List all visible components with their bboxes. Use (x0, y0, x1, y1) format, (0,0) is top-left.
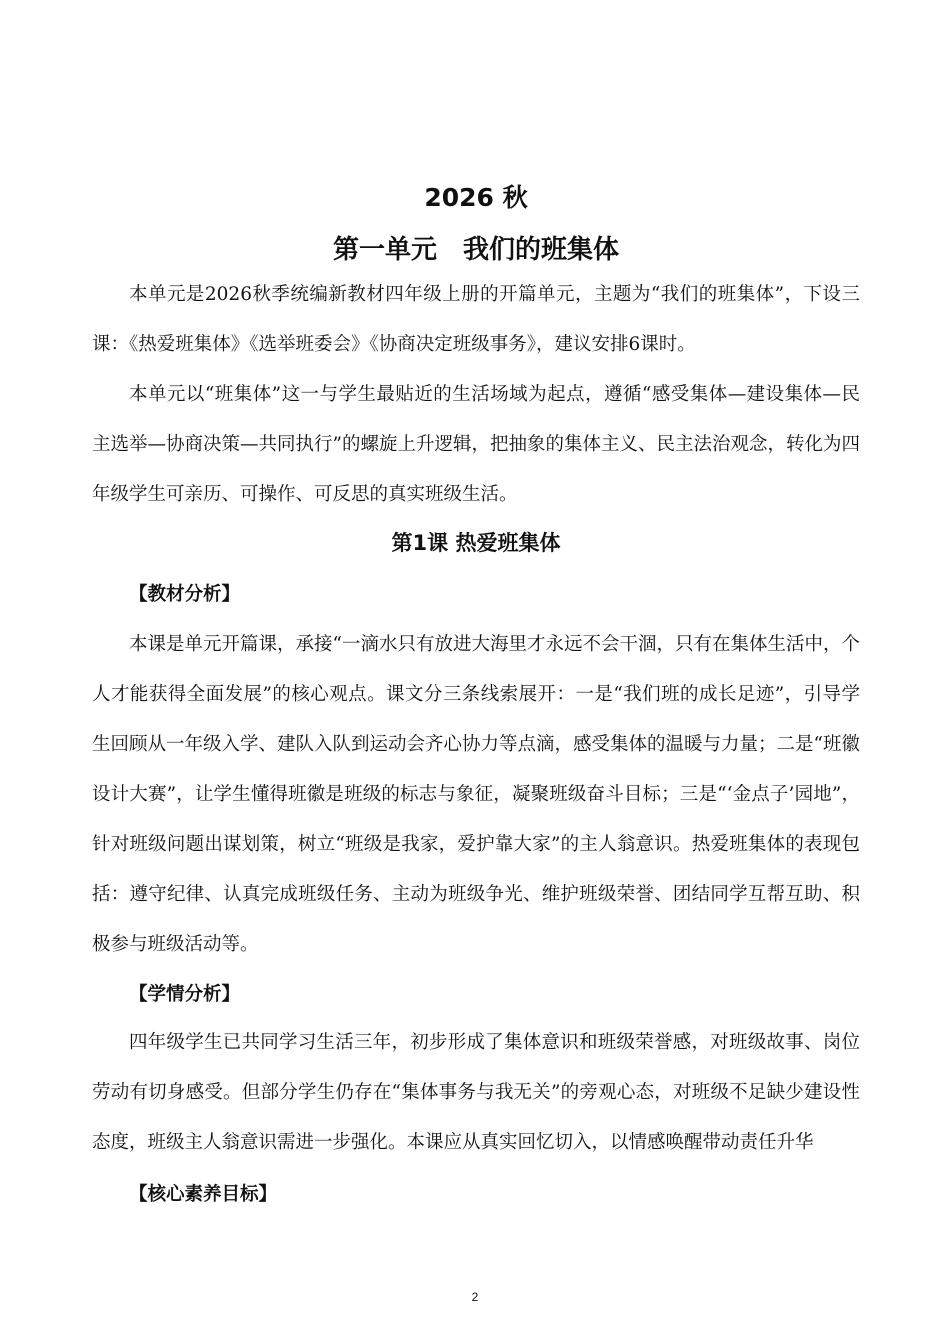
unit-title: 第一单元 我们的班集体 (332, 235, 619, 265)
intro-paragraph-1-text: 本单元是2026秋季统编新教材四年级上册的开篇单元，主题为“我们的班集体”，下设三课：《热爱班集体》《选举班委会》《协商决定班级事务》，建议安排6课时。 (92, 284, 860, 355)
page-number: 2 (471, 1290, 479, 1304)
textbook-analysis-label: 【教材分析】 (129, 584, 241, 605)
student-analysis-paragraph (92, 1018, 860, 1168)
intro-paragraph-2 (92, 370, 860, 520)
lesson-title: 第1课 热爱班集体 (391, 531, 561, 555)
year-heading: 2026 秋 (424, 183, 528, 212)
student-analysis-text: 四年级学生已共同学习生活三年，初步形成了集体意识和班级荣誉感，对班级故事、岗位劳动有切身感受。但部分学生仍存在“集体事务与我无关”的旁观心态，对班级不足缺少建设性态度，班级主人翁意识需进一步强化。本课应从真实回忆切入，以情感唤醒带动责任升华 (92, 1032, 860, 1153)
core-goals-label: 【核心素养目标】 (129, 1184, 278, 1205)
textbook-analysis-text: 本课是单元开篇课，承接“一滴水只有放进大海里才永远不会干涸，只有在集体生活中，个人才能获得全面发展”的核心观点。课文分三条线索展开：一是“我们班的成长足迹”，引导学生回顾从一年级入学、建队入队到运动会齐心协力等点滴，感受集体的温暖与力量；二是“班徽设计大赛”，让学生懂得班徽是班级的标志与象征，凝聚班级奋斗目标；三是“‘金点子’园地”，针对班级问题出谋划策，树立“班级是我家，爱护靠大家”的主人翁意识。热爱班集体的表现包括：遵守纪律、认真完成班级任务、主动为班级争光、维护班级荣誉、团结同学互帮互助、积极参与班级活动等。 (92, 634, 860, 955)
textbook-analysis-paragraph (92, 620, 860, 970)
intro-paragraph-2-text: 本单元以“班集体”这一与学生最贴近的生活场域为起点，遵循“感受集体—建设集体—民主选举—协商决策—共同执行”的螺旋上升逻辑，把抽象的集体主义、民主法治观念，转化为四年级学生可亲历、可操作、可反思的真实班级生活。 (92, 384, 860, 505)
student-analysis-label: 【学情分析】 (129, 984, 241, 1005)
intro-paragraph-1 (92, 270, 860, 370)
